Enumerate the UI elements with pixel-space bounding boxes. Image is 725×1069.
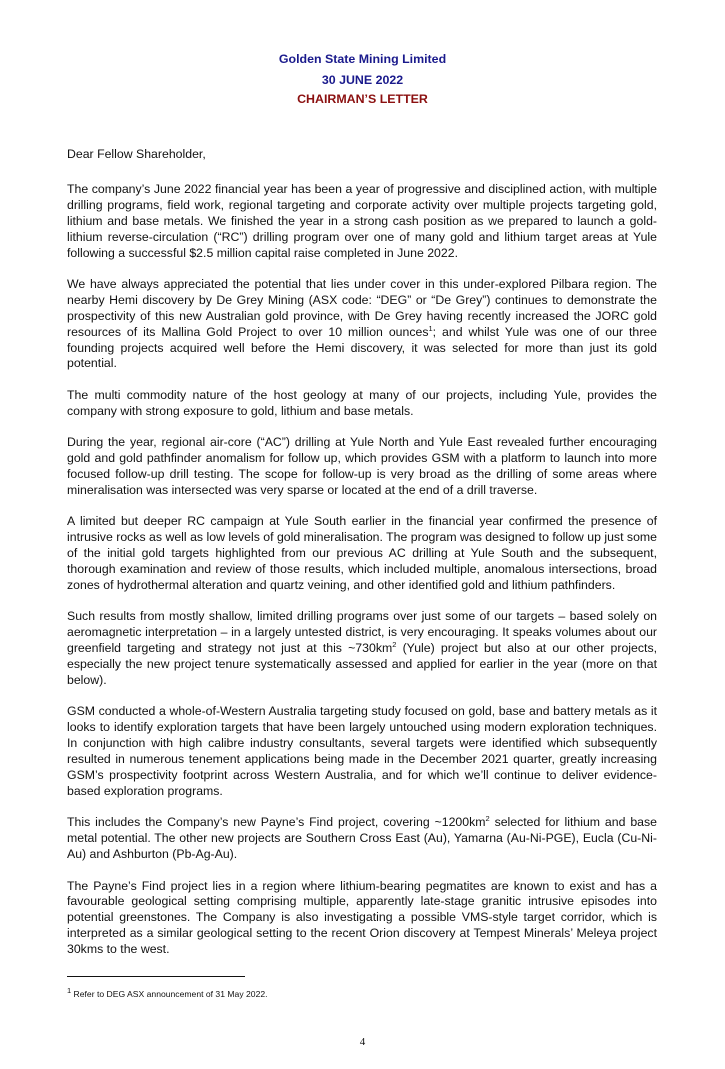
paragraph	[67, 704, 657, 799]
paragraph-text: selected for lithium and base metal potential. The other new projects are Southern Cross East (Au), Yamarna (Au-Ni-PGE), Eucla (Cu-Ni-Au) and Ashburton (Pb-Ag-Au).	[67, 815, 657, 862]
paragraph	[67, 609, 657, 689]
paragraph-list	[67, 182, 657, 958]
letter-body	[67, 147, 657, 958]
paragraph-text: (Yule) project but also at our other projects, especially the new project tenure systematically assessed and applied for earlier in the year (more on that below).	[67, 641, 658, 687]
paragraph-text: The Payne’s Find project lies in a region where lithium-bearing pegmatites are known to exist and has a favourable geological setting comprising multiple, apparently late-stage granitic intrusive episodes into potential greenstones. The Company is also investigating a possible VMS-style target corridor, which is interpreted as a similar geological setting to the recent Orion discovery at Tempest Minerals’ Meleya project 30kms to the west.	[67, 878, 657, 957]
footnote-mark: 1	[67, 986, 72, 996]
company-name: Golden State Mining Limited	[278, 52, 447, 66]
paragraph	[67, 182, 657, 262]
footnote-text: Refer to DEG ASX announcement of 31 May 2022.	[71, 989, 268, 1000]
paragraph-text: This includes the Company’s new Payne’s Find project, covering ~1200km	[67, 815, 486, 830]
page-number: 4	[359, 1036, 366, 1049]
paragraph-text: The company’s June 2022 financial year has been a year of progressive and disciplined action, with multiple drilling programs, field work, regional targeting and corporate activity over multiple projects targeting gold, lithium and base metals. We finished the year in a strong cash position as we prepared to launch a gold-lithium reverse-circulation (“RC”) drilling program over one of many gold and lithium target areas at Yule following a successful $2.5 million capital raise completed in June 2022.	[67, 181, 657, 260]
paragraph	[67, 815, 657, 863]
paragraph-text: GSM conducted a whole-of-Western Australia targeting study focused on gold, base and battery metals as it looks to identify exploration targets that have been largely untouched using modern exploration techniques. In conjunction with high calibre industry consultants, several targets were identified which subsequently resulted in numerous tenement applications being made in the December 2021 quarter, greatly increasing GSM’s prospectivity footprint across Western Australia, and for which we’ll continue to deliver evidence-based exploration programs.	[67, 704, 657, 798]
page-footer	[0, 976, 725, 1049]
paragraph	[67, 879, 657, 959]
footnote	[67, 986, 725, 1000]
footnote-divider	[67, 976, 245, 977]
paragraph-text: During the year, regional air-core (“AC”) drilling at Yule North and Yule East revealed further encouraging gold and gold pathfinder anomalism for follow up, which provides GSM with a platform to launch into more focused follow-up drill testing. The scope for follow-up is very broad as the drilling of some areas where mineralisation was intersected was very sparse or located at the end of a drill traverse.	[67, 435, 657, 497]
report-date: 30 JUNE 2022	[321, 73, 404, 87]
superscript: 1	[428, 323, 433, 333]
paragraph	[67, 388, 657, 420]
paragraph	[67, 435, 657, 499]
letter-title: CHAIRMAN’S LETTER	[297, 92, 428, 106]
paragraph-text: The multi commodity nature of the host geology at many of our projects, including Yule, provides the company with strong exposure to gold, lithium and base metals.	[67, 387, 657, 418]
paragraph-text: Such results from mostly shallow, limited drilling programs over just some of our targets – based solely on aeromagnetic interpretation – in a largely untested district, is very encouraging. It speaks volumes about our greenfield targeting and strategy not just at this ~730km	[67, 609, 657, 656]
salutation: Dear Fellow Shareholder,	[67, 147, 206, 161]
paragraph	[67, 277, 657, 372]
paragraph-text: We have always appreciated the potential that lies under cover in this under-explored Pilbara region. The nearby Hemi discovery by De Grey Mining (ASX code: “DEG” or “De Grey”) continues to demonstrate the prospectivity of this new Australian gold province, with De Grey having recently increased the JORC gold resources of its Mallina Gold Project to over 10 million ounces	[67, 276, 657, 339]
superscript: 2	[392, 640, 397, 650]
paragraph	[67, 514, 657, 594]
superscript: 2	[485, 814, 490, 824]
paragraph-text: ; and whilst Yule was one of our three founding projects acquired well before the Hemi discovery, it was selected for more than just its gold potential.	[67, 324, 657, 371]
paragraph-text: A limited but deeper RC campaign at Yule South earlier in the financial year confirmed the presence of intrusive rocks as well as low levels of gold mineralisation. The program was designed to follow up just some of the initial gold targets highlighted from our previous AC drilling at Yule South and the subsequent, thorough examination and review of those results, which included multiple, anomalous intersections, broad zones of hydrothermal alteration and quartz veining, and other identified gold and lithium pathfinders.	[67, 514, 657, 592]
